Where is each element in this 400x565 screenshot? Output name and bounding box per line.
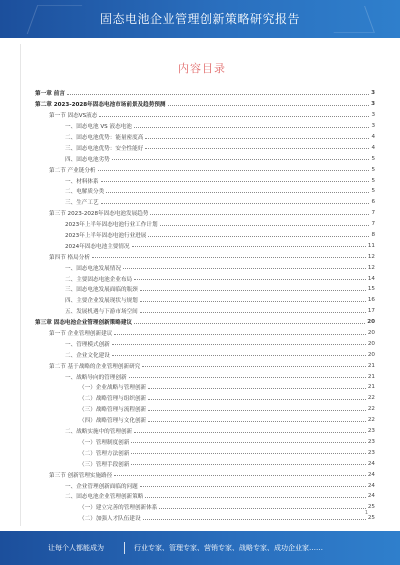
toc-entry[interactable] [35,437,375,448]
toc-entry-page: 12 [367,264,375,271]
toc-entry-page: 21 [367,362,375,369]
toc-dot-leader [148,421,366,422]
toc-entry-page: 23 [367,449,375,456]
toc-entry-text: 二、固态电池优势：能量密度高 [65,135,144,141]
toc-dot-leader [131,442,366,443]
toc-entry[interactable] [35,480,375,491]
toc-entry[interactable] [35,273,375,284]
toc-entry[interactable] [35,447,375,458]
table-of-contents [35,88,375,524]
toc-dot-leader [140,312,366,313]
toc-entry-text: 一、企业管理创新面临的问题 [65,483,138,490]
toc-entry-page: 24 [367,482,375,489]
toc-entry-page: 5 [371,177,375,184]
toc-dot-leader [148,236,369,237]
toc-entry-page: 22 [367,406,375,413]
toc-dot-leader [168,105,370,106]
toc-entry[interactable] [35,458,375,469]
toc-entry-text: 一、材料体系 [65,178,99,185]
document-page [20,44,383,526]
toc-entry[interactable] [35,295,375,306]
toc-entry-text: 第一节 固态VS液态 [49,113,98,120]
toc-entry-text: （二）管理方法创新 [79,450,130,457]
toc-title: 内容目录 [178,62,226,75]
toc-dot-leader [159,508,366,509]
toc-entry-page: 7 [371,221,375,228]
toc-dot-leader [150,214,369,215]
toc-entry-text: 2023年上半年固态电池行业工作计划 [65,222,158,229]
toc-entry-page: 4 [371,134,375,140]
toc-dot-leader [142,366,366,367]
toc-entry-page: 5 [371,155,375,162]
toc-entry[interactable] [35,317,375,328]
toc-dot-leader [160,225,370,226]
toc-entry-text: 二、固态电池企业管理创新策略 [65,494,144,501]
toc-entry-text: 一、战略导向的管理创新 [65,374,127,381]
toc-dot-leader [145,138,369,139]
toc-entry-page: 20 [367,351,375,358]
toc-dot-leader [140,290,366,291]
toc-entry[interactable] [35,393,375,404]
toc-entry[interactable] [35,284,375,295]
toc-entry-text: 四、固态电池劣势 [65,156,110,163]
toc-entry[interactable] [35,349,375,360]
toc-dot-leader [114,475,366,476]
footer-slogan-left: 让每个人都能成为 [48,544,104,552]
toc-entry-text: 四、主要企业发展现状与规划 [65,298,138,305]
toc-entry-text: 二、电解质分类 [65,189,105,196]
toc-entry[interactable] [35,328,375,339]
footer-separator [124,542,125,554]
toc-entry-page: 20 [367,330,375,337]
toc-dot-leader [145,497,366,498]
toc-entry-page: 23 [367,428,375,435]
toc-dot-leader [101,181,370,182]
toc-entry[interactable] [35,208,375,219]
toc-entry-page: 22 [367,395,375,402]
toc-entry-page: 3 [371,90,375,97]
toc-entry-page: 20 [367,319,375,326]
toc-entry-page: 24 [367,471,375,478]
toc-entry-text: 第三节 创新管理实施路径 [49,472,113,479]
toc-entry-text: 第一节 企业管理创新建议 [49,331,113,338]
toc-dot-leader [131,453,366,454]
toc-entry-page: 5 [371,166,375,173]
toc-entry-text: （二）加强人才队伍建设 [79,516,141,523]
toc-entry-page: 12 [367,253,375,260]
toc-entry-page: 4 [371,144,375,151]
toc-entry-text: 二、企业文化建设 [65,352,110,359]
toc-entry[interactable] [35,121,375,132]
toc-entry-text: 第三章 固态电池企业管理创新策略建议 [35,320,133,327]
toc-entry[interactable] [35,142,375,153]
toc-entry-text: （三）战略管理与流程创新 [79,407,147,414]
toc-entry[interactable] [35,175,375,186]
toc-entry-page: 7 [371,210,375,217]
toc-entry-text: 五、发展机遇与下游市场空间 [65,309,138,316]
toc-dot-leader [145,148,369,149]
toc-entry[interactable] [35,251,375,262]
toc-entry-text: 第一章 前言 [35,91,65,98]
toc-entry[interactable] [35,502,375,513]
toc-entry-text: 一、固态电池发展情况 [65,265,121,272]
toc-entry[interactable] [35,415,375,426]
toc-entry-text: （四）战略管理与文化创新 [79,418,147,425]
toc-entry-page: 11 [367,242,375,249]
toc-entry-text: 三、生产工艺 [65,200,99,207]
toc-dot-leader [131,464,366,465]
toc-dot-leader [92,257,366,258]
toc-entry-page: 15 [367,286,375,293]
toc-dot-leader [148,388,366,389]
toc-entry[interactable] [35,186,375,197]
toc-entry[interactable] [35,230,375,241]
header-banner [0,0,400,38]
toc-entry-text: 第四节 格局分析 [49,254,90,261]
toc-dot-leader [134,127,370,128]
toc-dot-leader [106,192,369,193]
toc-dot-leader [123,268,366,269]
toc-entry-page: 3 [371,123,375,130]
toc-entry-text: 第二节 产业链分析 [49,167,96,174]
toc-entry-text: 一、管理模式创新 [65,341,110,348]
toc-entry-text: 二、主要固态电池企业布局 [65,276,133,283]
footer-slogan-right: 行业专家、管理专家、营销专家、战略专家、成功企业家…… [134,544,323,552]
toc-entry[interactable] [35,197,375,208]
toc-dot-leader [112,344,366,345]
toc-entry-page: 14 [367,275,375,282]
toc-dot-leader [140,301,366,302]
toc-entry-text: 二、战略实施中的管理创新 [65,429,133,436]
toc-entry-page: 24 [367,493,375,500]
toc-entry-text: 一、固态电池 VS 液态电池 [65,124,132,131]
toc-entry[interactable] [35,338,375,349]
toc-entry-page: 6 [371,199,375,206]
toc-entry-text: （一）管理制度创新 [79,439,130,446]
toc-entry-text: （二）战略管理与组织创新 [79,396,147,403]
toc-dot-leader [99,116,369,117]
toc-dot-leader [148,410,366,411]
toc-entry[interactable] [35,219,375,230]
toc-entry-page: 5 [371,188,375,195]
toc-entry[interactable] [35,513,375,524]
toc-dot-leader [98,170,370,171]
toc-entry[interactable] [35,404,375,415]
toc-entry-text: 2023年上半年固态电池行业进展 [65,233,147,240]
toc-dot-leader [134,432,366,433]
toc-dot-leader [67,94,369,95]
toc-dot-leader [134,323,365,324]
toc-entry-page: 3 [371,101,375,108]
toc-entry[interactable] [35,110,375,121]
toc-dot-leader [129,377,366,378]
toc-entry-page: 16 [367,297,375,304]
toc-entry-page: 3 [371,112,375,119]
toc-dot-leader [132,246,366,247]
toc-entry[interactable] [35,426,375,437]
toc-dot-leader [114,334,366,335]
toc-entry[interactable] [35,88,375,99]
toc-entry[interactable] [35,306,375,317]
toc-dot-leader [143,519,366,520]
toc-entry[interactable] [35,240,375,251]
toc-entry[interactable] [35,491,375,502]
toc-entry[interactable] [35,164,375,175]
toc-entry[interactable] [35,469,375,480]
toc-entry-page: 8 [371,232,375,239]
toc-dot-leader [148,399,366,400]
toc-entry-text: 第二节 基于战略的企业管理创新研究 [49,363,141,370]
toc-entry-page: 21 [367,373,375,380]
toc-entry-page: 17 [367,308,375,315]
toc-entry-text: 2024年固态电池主要情况 [65,243,130,250]
footer-banner [0,531,400,565]
toc-entry-page: 20 [367,340,375,347]
toc-entry[interactable] [35,382,375,393]
toc-entry-text: （三）管理手段创新 [79,461,130,468]
toc-dot-leader [140,486,366,487]
toc-dot-leader [134,279,366,280]
toc-entry-text: （一）企业战略与管理创新 [79,385,147,392]
toc-entry-text: 三、固态电池优势：安全性能好 [65,145,144,152]
page-number: 1 [364,510,368,516]
toc-entry-page: 21 [367,384,375,391]
report-title: 固态电池企业管理创新策略研究报告 [99,12,300,26]
toc-entry[interactable] [35,360,375,371]
toc-entry-page: 25 [367,515,375,522]
toc-entry-text: 第二章 2023-2028年固态电池市场前景及趋势预测 [35,102,166,109]
toc-entry[interactable] [35,132,375,143]
toc-entry-page: 24 [367,460,375,467]
toc-entry[interactable] [35,262,375,273]
toc-dot-leader [101,203,370,204]
toc-entry[interactable] [35,99,375,110]
toc-entry[interactable] [35,153,375,164]
toc-dot-leader [112,159,370,160]
toc-entry-text: 第三节 2023-2028年固态电池发展趋势 [49,211,149,218]
toc-entry[interactable] [35,371,375,382]
toc-entry-text: （一）建立完善的管理创新体系 [79,505,158,512]
toc-entry-text: 三、固态电池发展面临的瓶颈 [65,287,138,294]
toc-entry-page: 23 [367,438,375,445]
toc-entry-page: 25 [367,504,375,511]
toc-entry-page: 22 [367,417,375,424]
toc-dot-leader [112,355,366,356]
